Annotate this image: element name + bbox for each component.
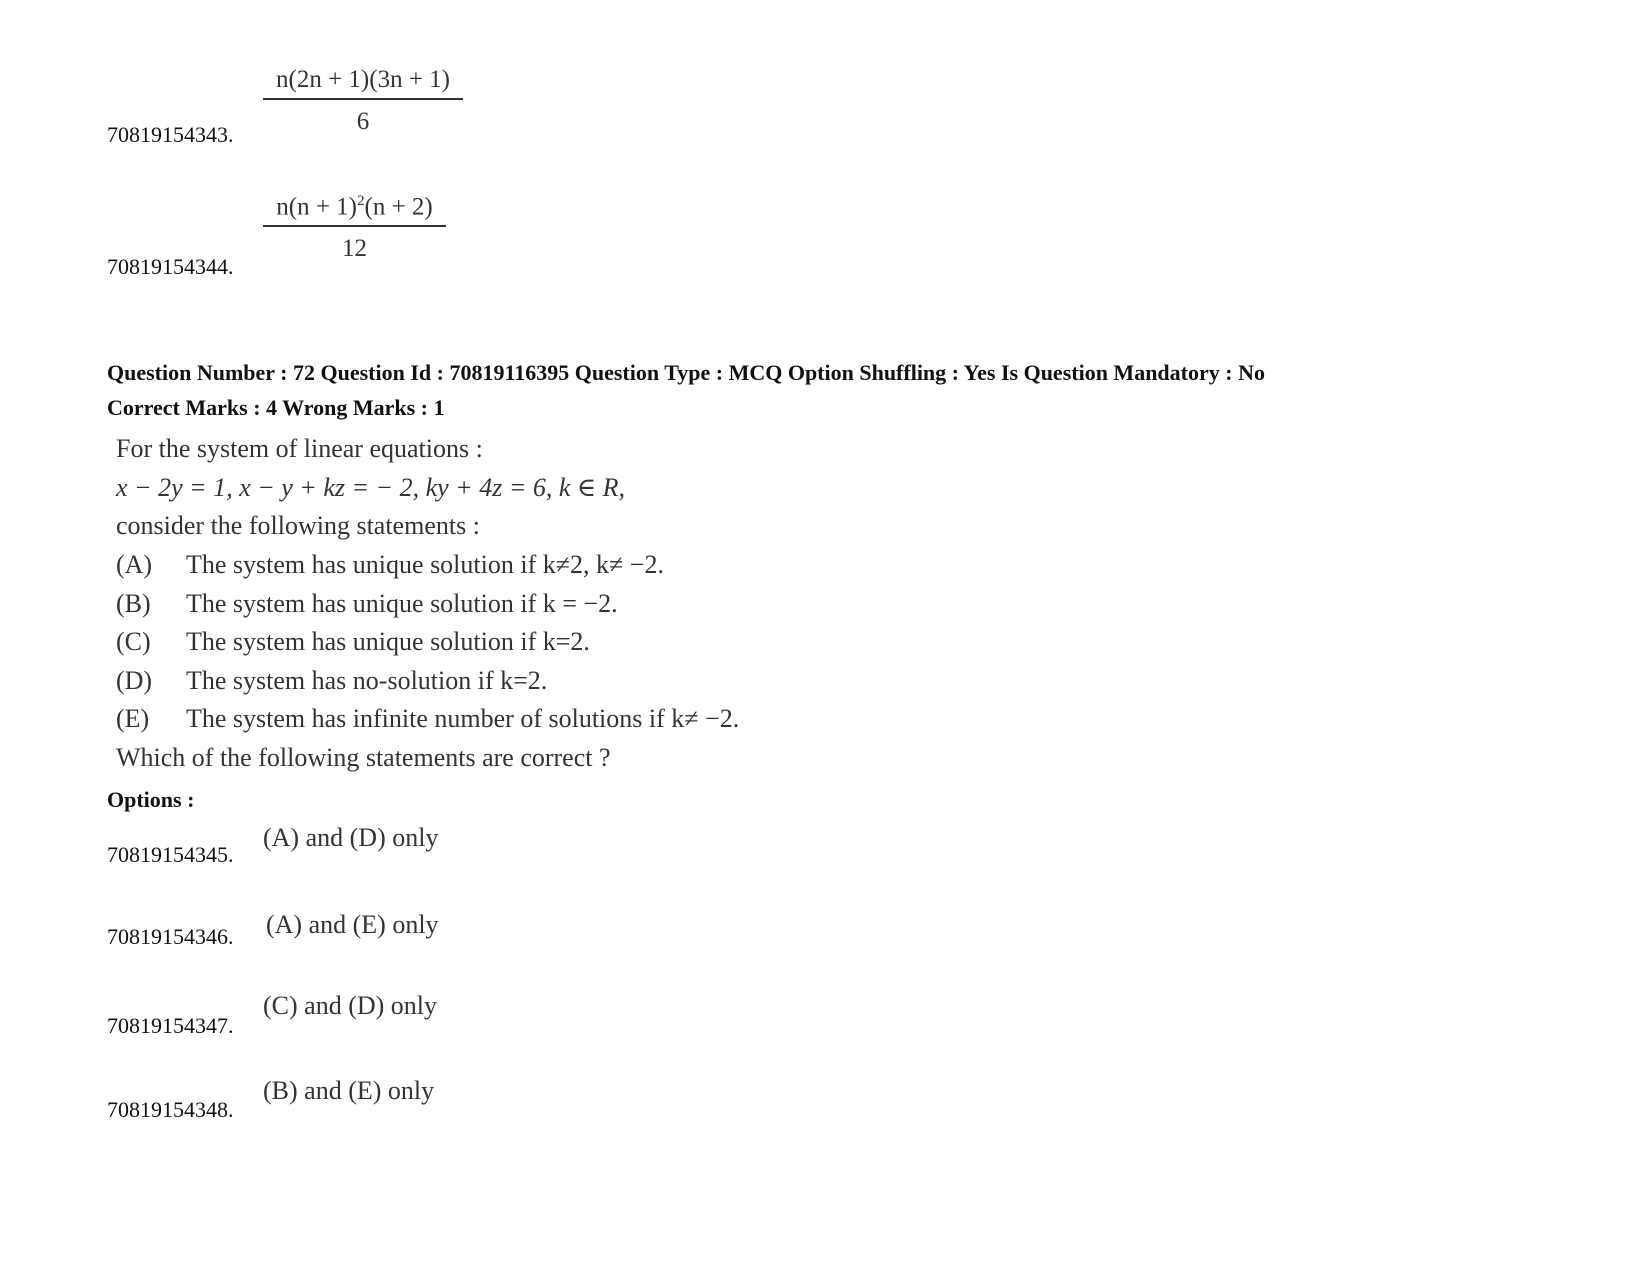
- question-stem-continued: consider the following statements :: [116, 511, 480, 540]
- statement-label: (D): [116, 666, 153, 695]
- question-stem: For the system of linear equations :: [116, 434, 483, 463]
- option-id: 70819154343.: [107, 122, 234, 147]
- statement-c: [116, 627, 590, 657]
- numerator-base: n(n + 1): [276, 193, 357, 221]
- option-id: 70819154348.: [107, 1097, 234, 1122]
- statement-e: [116, 704, 739, 734]
- question-marks: Correct Marks : 4 Wrong Marks : 1: [107, 395, 445, 420]
- option-id: 70819154344.: [107, 254, 234, 279]
- option-text: (C) and (D) only: [263, 991, 438, 1020]
- statement-a: [116, 550, 664, 580]
- question-prompt: Which of the following statements are correct ?: [116, 743, 611, 772]
- equation-line: x − 2y = 1, x − y + kz = − 2, ky + 4z = 6, k ∈ R,: [116, 473, 626, 502]
- fraction-numerator: [263, 193, 446, 227]
- numerator-exponent: 2: [357, 193, 365, 209]
- option-text: (A) and (E) only: [266, 910, 439, 939]
- statement-text: The system has no-solution if k=2.: [186, 666, 548, 695]
- statement-text: The system has unique solution if k≠2, k≠ −2.: [186, 550, 664, 579]
- option-formula-44: [263, 193, 446, 263]
- statement-text: The system has unique solution if k = −2.: [186, 589, 618, 618]
- statement-label: (B): [116, 589, 151, 618]
- statement-label: (C): [116, 627, 151, 656]
- fraction-denominator: 12: [342, 235, 367, 263]
- options-heading: Options :: [107, 787, 195, 812]
- statement-label: (A): [116, 550, 153, 579]
- option-formula-43: [263, 66, 463, 136]
- numerator-tail: (n + 2): [364, 193, 433, 221]
- statement-text: The system has unique solution if k=2.: [186, 627, 590, 656]
- option-id: 70819154345.: [107, 842, 234, 867]
- option-text: (A) and (D) only: [263, 823, 439, 852]
- question-meta: Question Number : 72 Question Id : 70819116395 Question Type : MCQ Option Shuffling : Yes Is Question Mandatory : No: [107, 360, 1265, 385]
- statement-b: [116, 589, 618, 619]
- option-id: 70819154347.: [107, 1013, 234, 1038]
- statement-label: (E): [116, 704, 150, 733]
- statement-d: [116, 666, 547, 696]
- option-text: (B) and (E) only: [263, 1076, 435, 1105]
- fraction-numerator: n(2n + 1)(3n + 1): [263, 66, 463, 100]
- fraction-denominator: 6: [356, 108, 370, 135]
- option-id: 70819154346.: [107, 924, 234, 949]
- statement-text: The system has infinite number of solutions if k≠ −2.: [186, 704, 740, 733]
